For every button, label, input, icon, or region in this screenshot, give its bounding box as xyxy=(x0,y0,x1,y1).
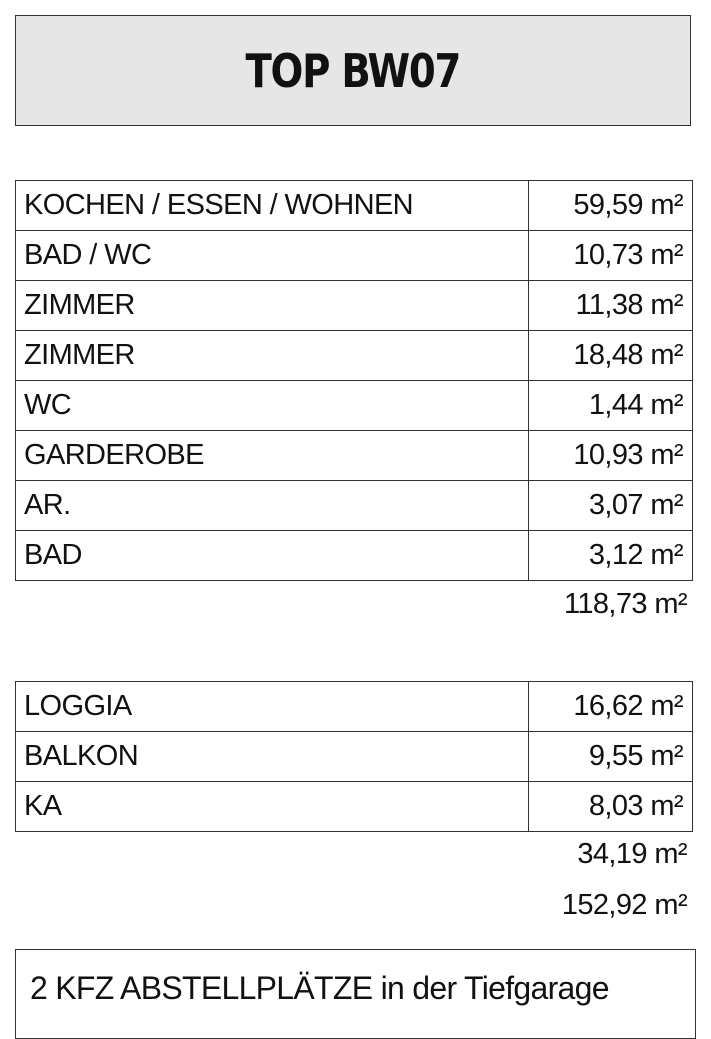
room-name: ZIMMER xyxy=(16,331,529,381)
room-name: BAD xyxy=(16,531,529,581)
rooms-total: 118,73 m² xyxy=(563,588,687,620)
room-name: WC xyxy=(16,381,529,431)
parking-info: 2 KFZ ABSTELLPLÄTZE in der Tiefgarage xyxy=(30,970,609,1006)
outdoor-total: 34,19 m² xyxy=(577,838,687,870)
table-row xyxy=(16,231,693,281)
grand-total: 152,92 m² xyxy=(561,889,687,921)
room-name: ZIMMER xyxy=(16,281,529,331)
room-area: 11,38 m² xyxy=(529,281,693,331)
table-row xyxy=(16,481,693,531)
room-name: AR. xyxy=(16,481,529,531)
table-row xyxy=(16,381,693,431)
parking-box xyxy=(15,949,696,1039)
room-name: BALKON xyxy=(16,732,529,782)
outdoor-table xyxy=(15,681,693,832)
table-row xyxy=(16,431,693,481)
room-area: 8,03 m² xyxy=(529,782,693,832)
table-row xyxy=(16,531,693,581)
room-area: 59,59 m² xyxy=(529,181,693,231)
room-area: 9,55 m² xyxy=(529,732,693,782)
room-area: 10,73 m² xyxy=(529,231,693,281)
room-name: LOGGIA xyxy=(16,682,529,732)
room-name: BAD / WC xyxy=(16,231,529,281)
room-area: 18,48 m² xyxy=(529,331,693,381)
room-area: 1,44 m² xyxy=(529,381,693,431)
table-row xyxy=(16,181,693,231)
rooms-table xyxy=(15,180,693,581)
room-name: KA xyxy=(16,782,529,832)
title-box xyxy=(15,15,691,126)
page-title: TOP BW07 xyxy=(245,43,461,98)
table-row xyxy=(16,782,693,832)
table-row xyxy=(16,682,693,732)
table-row xyxy=(16,281,693,331)
room-name: GARDEROBE xyxy=(16,431,529,481)
room-area: 10,93 m² xyxy=(529,431,693,481)
room-area: 3,07 m² xyxy=(529,481,693,531)
room-area: 16,62 m² xyxy=(529,682,693,732)
table-row xyxy=(16,331,693,381)
room-area: 3,12 m² xyxy=(529,531,693,581)
table-row xyxy=(16,732,693,782)
room-name: KOCHEN / ESSEN / WOHNEN xyxy=(16,181,529,231)
